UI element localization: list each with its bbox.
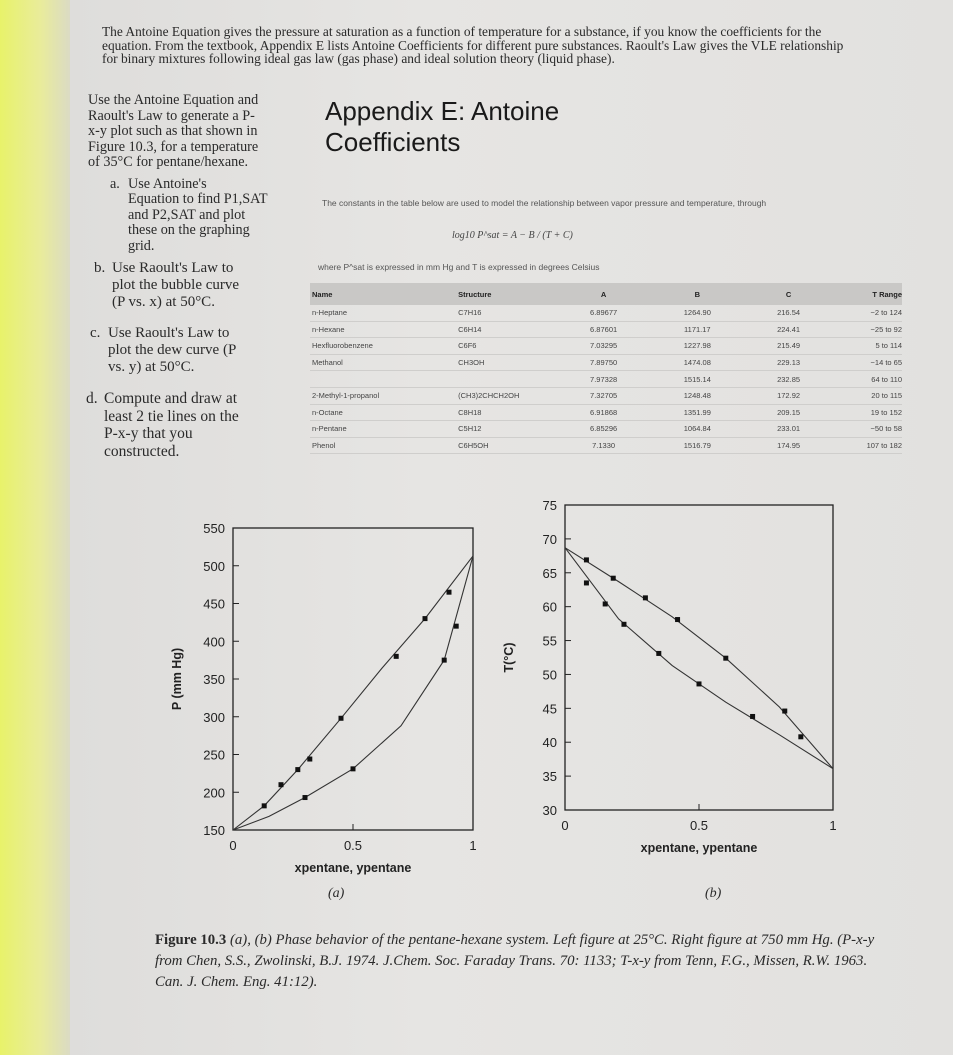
y-tick-label: 60: [542, 599, 557, 615]
table-cell: 1474.08: [683, 358, 711, 368]
part-line: plot the dew curve (P: [108, 342, 237, 358]
series-line: [565, 548, 833, 769]
x-axis-label: xpentane, ypentane: [640, 841, 758, 855]
figure-label-b: (b): [705, 886, 722, 901]
part-label: b.: [94, 260, 106, 276]
table-cell: 7.32705: [590, 391, 618, 401]
table-cell: 233.01: [777, 424, 801, 434]
series-line: [233, 556, 473, 830]
table-cell: C6H14: [458, 324, 482, 334]
part-line: these on the graphing: [128, 222, 250, 238]
data-point: [798, 734, 803, 739]
data-point: [454, 624, 459, 629]
data-point: [603, 601, 608, 606]
table-cell: n-Hexane: [312, 324, 345, 334]
table-cell: 7.1330: [592, 441, 616, 451]
table-cell: C8H18: [458, 407, 482, 417]
data-point: [656, 651, 661, 656]
table-row: [310, 322, 902, 339]
table-cell: C7H16: [458, 308, 482, 318]
table-cell: Phenol: [312, 441, 336, 451]
y-tick-label: 300: [203, 709, 225, 725]
table-cell: 6.85296: [590, 424, 618, 434]
x-tick-label: 0: [561, 818, 569, 833]
table-row: [310, 355, 902, 372]
part-label: c.: [90, 325, 101, 341]
part-line: Use Raoult's Law to: [108, 325, 230, 341]
caption-figure-number: Figure 10.3: [155, 932, 227, 948]
table-row: [310, 438, 902, 455]
table-row: [310, 405, 902, 422]
part-line: plot the bubble curve: [112, 277, 240, 293]
table-cell: 209.15: [777, 407, 801, 417]
plot-frame: [233, 528, 473, 830]
table-cell: −14 to 65: [870, 358, 903, 368]
table-cell: 5 to 114: [875, 341, 903, 351]
y-tick-label: 50: [542, 667, 557, 683]
data-point: [723, 656, 728, 661]
data-point: [351, 766, 356, 771]
table-cell: 174.95: [777, 441, 801, 451]
table-cell: 64 to 110: [871, 374, 903, 384]
data-point: [782, 709, 787, 714]
pxy-chart: [160, 500, 505, 880]
table-cell: CH3OH: [458, 358, 485, 368]
header-structure: Structure: [458, 289, 492, 299]
figure-label-a: (a): [328, 886, 345, 901]
txy-chart: [502, 490, 880, 880]
table-cell: 1227.98: [683, 341, 711, 351]
highlighter-background: [0, 0, 80, 1055]
table-cell: 215.49: [777, 341, 801, 351]
data-point: [621, 622, 626, 627]
y-tick-label: 45: [542, 701, 557, 717]
x-axis-label: xpentane, ypentane: [294, 861, 412, 875]
series-line: [565, 548, 833, 769]
table-cell: C6F6: [458, 341, 477, 351]
x-tick-label: 0.5: [343, 838, 363, 853]
antoine-table: [310, 283, 902, 454]
table-row: [310, 371, 902, 388]
data-point: [295, 767, 300, 772]
y-tick-label: 75: [542, 498, 557, 513]
appendix-title-line: Coefficients: [325, 127, 461, 157]
question-part-b: [94, 260, 308, 311]
y-tick-label: 350: [203, 672, 225, 687]
data-point: [423, 616, 428, 621]
table-row: [310, 338, 902, 355]
table-cell: 6.87601: [590, 324, 618, 334]
y-tick-label: 35: [542, 769, 557, 785]
x-tick-label: 1: [829, 818, 837, 833]
table-cell: 7.03295: [590, 341, 618, 351]
header-c: C: [785, 289, 792, 299]
y-tick-label: 40: [542, 735, 557, 751]
question-part-d: [86, 390, 308, 460]
y-axis-label: P (mm Hg): [170, 647, 184, 711]
table-row: [310, 388, 902, 405]
table-cell: 1515.14: [683, 374, 711, 384]
appendix-title-line: Appendix E: Antoine: [325, 96, 560, 126]
antoine-equation: log10 P^sat = A − B / (T + C): [452, 230, 573, 241]
table-body: [310, 305, 902, 454]
data-point: [697, 681, 702, 686]
table-header: [310, 283, 902, 305]
table-cell: (CH3)2CHCH2OH: [458, 391, 520, 401]
table-cell: −50 to 58: [870, 424, 903, 434]
y-tick-label: 55: [542, 633, 557, 649]
part-line: P-x-y that you: [104, 425, 193, 442]
data-point: [307, 757, 312, 762]
part-label: a.: [110, 175, 120, 192]
part-line: vs. y) at 50°C.: [108, 359, 195, 375]
table-cell: C5H12: [458, 424, 482, 434]
table-cell: 1171.17: [684, 324, 711, 334]
caption-text: (a), (b) Phase behavior of the pentane-hexane system. Left figure at 25°C. Right figure at 750 mm Hg. (P-x-y from Chen, S.S., Zwolinski, B.J. 1974. J.Chem. Soc. Faraday Trans. 70: 1133; T-x-y from Tenn, F.G., Missen, R.W. 1963. Can. J. Chem. Eng. 41:12).: [155, 932, 875, 990]
part-line: Use Raoult's Law to: [112, 260, 234, 276]
y-tick-label: 550: [203, 521, 225, 536]
table-cell: Hexfluorobenzene: [312, 341, 373, 351]
data-point: [262, 803, 267, 808]
table-cell: 1064.84: [683, 424, 711, 434]
table-cell: 229.13: [777, 358, 801, 368]
part-line: least 2 tie lines on the: [104, 407, 239, 425]
appendix-title: [325, 96, 559, 158]
table-cell: 216.54: [777, 308, 801, 318]
table-cell: Methanol: [312, 358, 343, 368]
question-line: of 35°C for pentane/hexane.: [88, 154, 249, 170]
part-line: Use Antoine's: [128, 175, 207, 192]
question-line: Use the Antoine Equation and: [88, 92, 259, 108]
question-line: x-y plot such as that shown in: [88, 123, 258, 139]
y-tick-label: 150: [203, 823, 225, 838]
part-line: Equation to find P1,SAT: [128, 191, 268, 207]
table-cell: 2-Methyl-1-propanol: [312, 391, 380, 401]
data-point: [584, 557, 589, 562]
data-point: [447, 590, 452, 595]
figure-caption: [155, 930, 895, 993]
units-note: where P^sat is expressed in mm Hg and T is expressed in degrees Celsius: [318, 262, 600, 272]
table-cell: 7.97328: [590, 374, 618, 384]
table-cell: n-Pentane: [312, 424, 347, 434]
data-point: [394, 654, 399, 659]
data-point: [279, 782, 284, 787]
data-point: [675, 617, 680, 622]
data-point: [303, 795, 308, 800]
y-axis-label: T(°C): [502, 642, 516, 673]
y-tick-label: 30: [542, 803, 557, 818]
question-main: [88, 93, 308, 171]
header-name: Name: [312, 289, 333, 299]
part-line: Compute and draw at: [104, 390, 238, 407]
question-block: [88, 93, 308, 460]
table-cell: 1264.90: [683, 308, 711, 318]
table-cell: 172.92: [777, 391, 801, 401]
x-tick-label: 0: [229, 838, 237, 853]
question-part-c: [90, 325, 308, 376]
header-b: B: [694, 289, 701, 299]
plot-frame: [565, 505, 833, 810]
question-part-a: [110, 177, 308, 255]
question-line: Raoult's Law to generate a P-: [88, 107, 255, 124]
data-point: [442, 658, 447, 663]
y-tick-label: 450: [203, 596, 225, 612]
table-cell: 1516.79: [683, 441, 711, 451]
table-cell: 6.91868: [590, 407, 618, 417]
y-tick-label: 200: [203, 785, 225, 801]
y-tick-label: 500: [203, 558, 225, 574]
data-point: [584, 580, 589, 585]
table-cell: 7.89750: [590, 358, 618, 368]
table-cell: 19 to 152: [870, 407, 903, 417]
table-row: [310, 421, 902, 438]
x-tick-label: 0.5: [689, 818, 709, 833]
part-line: (P vs. x) at 50°C.: [112, 294, 215, 310]
table-cell: 20 to 115: [871, 391, 903, 401]
question-line: Figure 10.3, for a temperature: [88, 138, 259, 155]
x-tick-label: 1: [469, 838, 477, 853]
table-cell: 107 to 182: [866, 441, 903, 451]
data-point: [750, 714, 755, 719]
y-tick-label: 70: [542, 531, 557, 547]
table-row: [310, 305, 902, 322]
series-line: [233, 556, 473, 830]
table-cell: 232.85: [777, 374, 801, 384]
y-tick-label: 250: [203, 747, 225, 763]
part-line: constructed.: [104, 442, 180, 460]
header-t-range: T Range: [872, 289, 903, 299]
data-point: [643, 595, 648, 600]
table-cell: n-Heptane: [312, 308, 348, 318]
appendix-description: The constants in the table below are used to model the relationship between vapor pressure and temperature, through: [322, 198, 767, 208]
table-cell: −25 to 92: [870, 324, 903, 334]
data-point: [611, 576, 616, 581]
part-line: grid.: [128, 237, 155, 254]
data-point: [339, 716, 344, 721]
intro-paragraph: The Antoine Equation gives the pressure at saturation as a function of temperature for a substance, if you know the coefficients for the equation. From the textbook, Appendix E lists Antoine Coefficients for different pure substances. Raoult's Law gives the VLE relationship for binary mixtures following ideal gas law (gas phase) and ideal solution theory (liquid phase).: [102, 24, 844, 66]
part-line: and P2,SAT and plot: [128, 206, 246, 223]
table-cell: 224.41: [777, 324, 801, 334]
part-label: d.: [86, 390, 98, 407]
table-cell: 1248.48: [683, 391, 711, 401]
header-a: A: [600, 289, 607, 299]
table-cell: 6.89677: [590, 308, 618, 318]
y-tick-label: 400: [203, 634, 225, 650]
table-cell: 1351.99: [683, 407, 711, 417]
table-cell: n-Octane: [312, 407, 343, 417]
table-cell: C6H5OH: [458, 441, 489, 451]
table-cell: −2 to 124: [870, 308, 903, 318]
y-tick-label: 65: [542, 565, 557, 581]
